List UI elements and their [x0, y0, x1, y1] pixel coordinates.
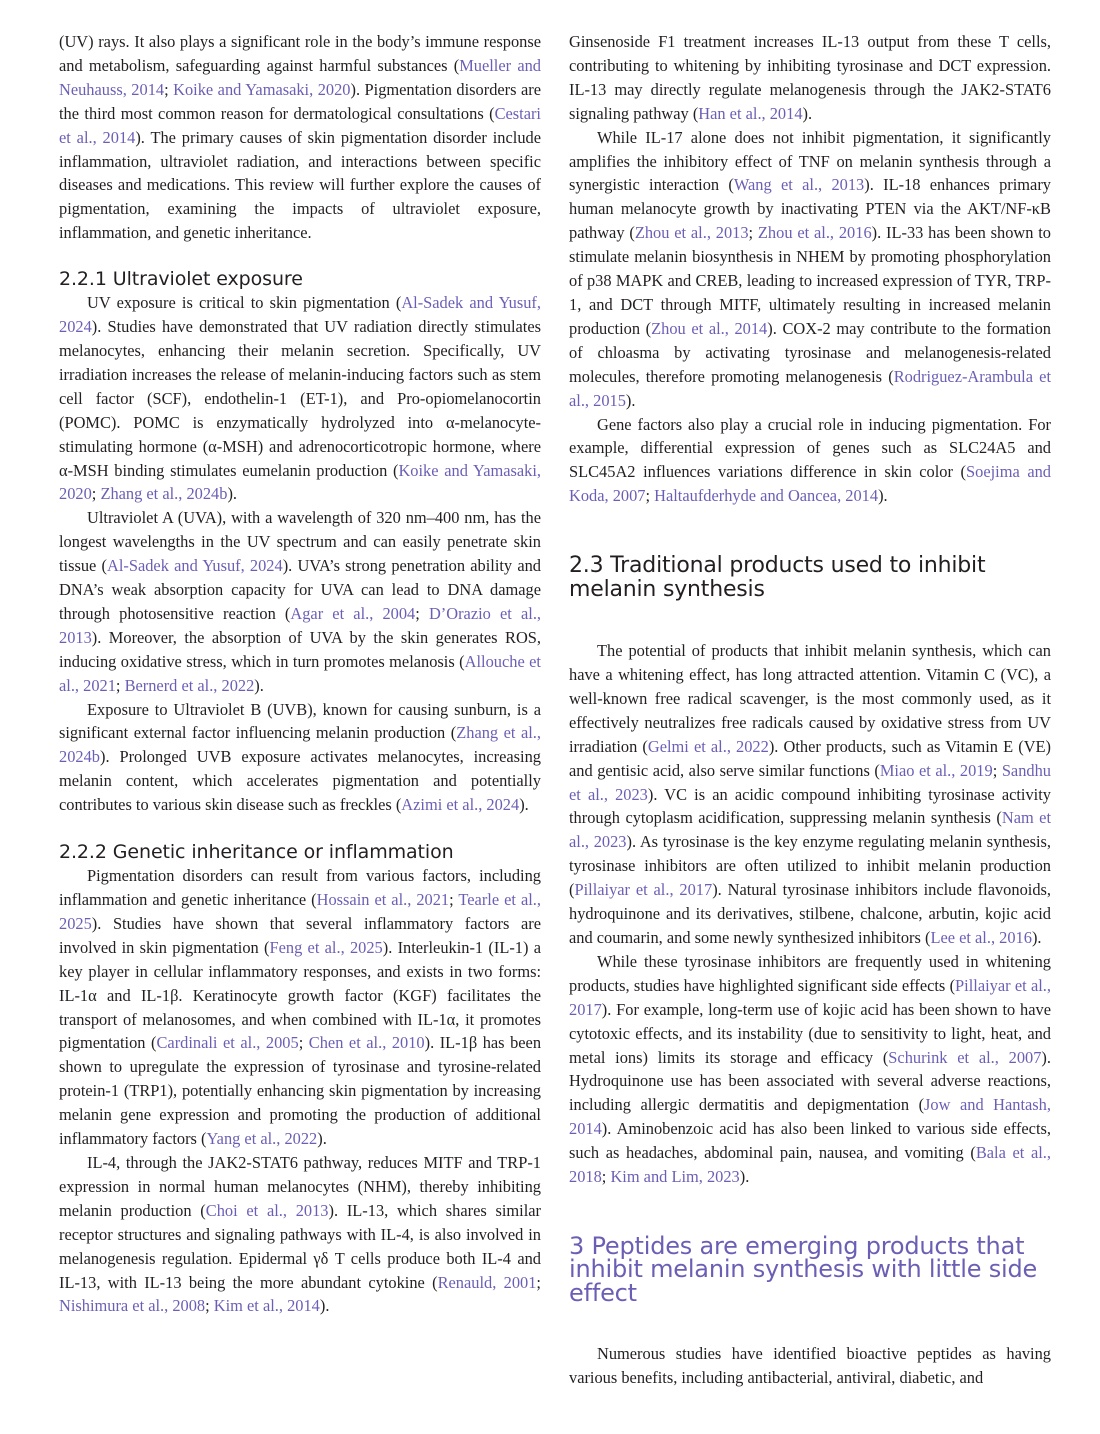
- paragraph-uva: Ultraviolet A (UVA), with a wavelength of 320 nm–400 nm, has the longest wavelengths in the UV spectrum and can easily penetrate skin tissue (Al-Sadek and Yusuf, 2024). UVA’s strong penetration ability and DNA’s weak absorption capacity for UVA can lead to DNA damage through photosensitive reaction (Agar et al., 2004; D’Orazio et al., 2013). Moreover, the absorption of UVA by the skin generates ROS, inducing oxidative stress, which in turn promotes melanosis (Allouche et al., 2021; Bernerd et al., 2022).: [59, 508, 542, 695]
- citation-link[interactable]: Han et al., 2014: [698, 103, 803, 123]
- citation-link[interactable]: Miao et al., 2019: [879, 760, 993, 780]
- citation-link[interactable]: Koike and Yamasaki, 2020: [173, 79, 351, 99]
- citation-link[interactable]: Azimi et al., 2024: [401, 795, 520, 815]
- paragraph-il17-il18-il33: While IL-17 alone does not inhibit pigmentation, it significantly amplifies the inhibitory effect of TNF on melanin synthesis through a synergistic interaction (Wang et al., 2013). IL-18 enhances primary human melanocyte growth by inactivating PTEN via the AKT/NF-κB pathway (Zhou et al., 2013; Zhou et al., 2016). IL-33 has been shown to stimulate melanin biosynthesis in NHEM by promoting phosphorylation of p38 MAPK and CREB, leading to increased expression of TYR, TRP-1, and DCT through MITF, ultimately resulting in increased melanin production (Zhou et al., 2014). COX-2 may contribute to the formation of chloasma by activating tyrosinase and melanogenesis-related molecules, therefore promoting melanogenesis (Rodriguez-Arambula et al., 2015).: [569, 127, 1051, 410]
- citation-link[interactable]: Zhang et al., 2024b: [59, 723, 542, 767]
- citation-link[interactable]: Pillaiyar et al., 2017: [574, 880, 713, 900]
- citation-link[interactable]: Schurink et al., 2007: [888, 1047, 1042, 1067]
- citation-link[interactable]: Haltaufderhyde and Oancea, 2014: [654, 486, 879, 506]
- citation-link[interactable]: Soejima and Koda, 2007: [569, 462, 1051, 506]
- citation-link[interactable]: Tearle et al., 2025: [59, 890, 541, 933]
- paragraph-intro-continued: (UV) rays. It also plays a significant role in the body’s immune response and metabolism, safeguarding against harmful substances (Mueller and Neuhauss, 2014; Koike and Yamasaki, 2020). Pigmentation disorders are the third most common reason for dermatological consultations (Cestari et al., 2014). The primary causes of skin pigmentation disorder include inflammation, ultraviolet radiation, and interactions between specific diseases and medications. This review will further explore the causes of pigmentation, examining the impacts of ultraviolet exposure, inflammation, and genetic inheritance.: [59, 32, 541, 243]
- paragraph-gene-factors: Gene factors also play a crucial role in inducing pigmentation. For example, differential expression of genes such as SLC24A5 and SLC45A2 influences variations difference in skin color (Soejima and Koda, 2007; Haltaufderhyde and Oancea, 2014).: [569, 414, 1051, 506]
- citation-link[interactable]: Bala et al., 2018: [569, 1143, 1051, 1187]
- citation-link[interactable]: Nam et al., 2023: [569, 808, 1052, 852]
- citation-link[interactable]: Mueller and Neuhauss, 2014: [59, 55, 541, 99]
- section-heading-2-2-2: 2.2.2 Genetic inheritance or inflammation: [59, 841, 454, 864]
- paragraph-peptides: Numerous studies have identified bioactive peptides as having various benefits, including antibacterial, antiviral, diabetic, and: [569, 1344, 1051, 1388]
- citation-link[interactable]: Wang et al., 2013: [733, 175, 865, 195]
- citation-link[interactable]: Lee et al., 2016: [930, 928, 1032, 947]
- section-heading-2-3: 2.3 Traditional products used to inhibit melanin synthesis: [569, 553, 986, 603]
- paragraph-il4-il13: IL-4, through the JAK2-STAT6 pathway, reduces MITF and TRP-1 expression in normal human melanocytes (NHM), thereby inhibiting melanin production (Choi et al., 2013). IL-13, which shares similar receptor structures and signaling pathways with IL-4, is also involved in melanogenesis regulation. Epidermal γδ T cells produce both IL-4 and IL-13, with IL-13 being the more abundant cytokine (Renauld, 2001; Nishimura et al., 2008; Kim et al., 2014).: [59, 1152, 542, 1316]
- citation-link[interactable]: Zhou et al., 2013: [634, 223, 749, 243]
- citation-link[interactable]: Choi et al., 2013: [205, 1200, 329, 1220]
- citation-link[interactable]: Yang et al., 2022: [206, 1129, 318, 1149]
- citation-link[interactable]: D’Orazio et al., 2013: [59, 603, 542, 647]
- citation-link[interactable]: Al-Sadek and Yusuf, 2024: [59, 293, 541, 337]
- section-heading-3: 3 Peptides are emerging products that inhibit melanin synthesis with little side effect: [569, 1231, 1038, 1307]
- citation-link[interactable]: Kim and Lim, 2023: [610, 1167, 740, 1187]
- paragraph-uvb: Exposure to Ultraviolet B (UVB), known for causing sunburn, is a significant external factor influencing melanin production (Zhang et al., 2024b). Prolonged UVB exposure activates melanocytes, increasing melanin content, which accelerates pigmentation and potentially contributes to various skin disease such as freckles (Azimi et al., 2024).: [59, 699, 542, 815]
- paragraph-ginsenoside: Ginsenoside F1 treatment increases IL-13 output from these T cells, contributing to whitening by inhibiting tyrosinase and DCT expression. IL-13 may directly regulate melanogenesis through the JAK2-STAT6 signaling pathway (Han et al., 2014).: [569, 32, 1051, 123]
- citation-link[interactable]: Renauld, 2001: [437, 1272, 537, 1292]
- citation-link[interactable]: Allouche et al., 2021: [59, 651, 541, 695]
- citation-link[interactable]: Pillaiyar et al., 2017: [569, 975, 1051, 1019]
- citation-link[interactable]: Zhou et al., 2016: [757, 223, 872, 243]
- right-column: [569, 30, 1051, 1390]
- section-heading-2-2-1: 2.2.1 Ultraviolet exposure: [59, 268, 303, 291]
- left-column: [59, 30, 541, 1318]
- citation-link[interactable]: Hossain et al., 2021: [316, 890, 450, 909]
- paragraph-traditional-products: The potential of products that inhibit melanin synthesis, which can have a whitening effect, has long attracted attention. Vitamin C (VC), a well-known free radical scavenger, is the most commonly used, as it effectively neutralizes free radicals caused by oxidative stress from UV irradiation (Gelmi et al., 2022). Other products, such as Vitamin E (VE) and gentisic acid, also serve similar functions (Miao et al., 2019; Sandhu et al., 2023). VC is an acidic compound inhibiting tyrosinase activity through cytoplasm acidification, suppressing melanin synthesis (Nam et al., 2023). As tyrosinase is the key enzyme regulating melanin synthesis, tyrosinase inhibitors are often utilized to inhibit melanin production (Pillaiyar et al., 2017). Natural tyrosinase inhibitors include flavonoids, hydroquinone and its derivatives, stilbene, chalcone, arbutin, kojic acid and coumarin, and some newly synthesized inhibitors (Lee et al., 2016).: [569, 641, 1052, 947]
- citation-link[interactable]: Rodriguez-Arambula et al., 2015: [569, 366, 1051, 410]
- citation-link[interactable]: Gelmi et al., 2022: [647, 736, 769, 756]
- citation-link[interactable]: Kim et al., 2014: [213, 1296, 320, 1316]
- paragraph-uv-exposure: UV exposure is critical to skin pigmentation (Al-Sadek and Yusuf, 2024). Studies have demonstrated that UV radiation directly stimulates melanocytes, enhancing their melanin secretion. Specifically, UV irradiation increases the release of melanin-inducing factors such as stem cell factor (SCF), endothelin-1 (ET-1), and Pro-opiomelanocortin (POMC). POMC is enzymatically hydrolyzed into α-melanocyte-stimulating hormone (α-MSH) and adrenocorticotropic hormone, where α-MSH binding stimulates eumelanin production (Koike and Yamasaki, 2020; Zhang et al., 2024b).: [59, 293, 541, 504]
- citation-link[interactable]: Sandhu et al., 2023: [569, 760, 1051, 804]
- citation-link[interactable]: Al-Sadek and Yusuf, 2024: [107, 556, 283, 576]
- citation-link[interactable]: Agar et al., 2004: [290, 603, 416, 623]
- citation-link[interactable]: Zhang et al., 2024b: [100, 484, 228, 504]
- citation-link[interactable]: Bernerd et al., 2022: [124, 675, 255, 695]
- citation-link[interactable]: Feng et al., 2025: [269, 937, 383, 957]
- citation-link[interactable]: Koike and Yamasaki, 2020: [59, 460, 541, 504]
- paragraph-side-effects: While these tyrosinase inhibitors are frequently used in whitening products, studies have highlighted significant side effects (Pillaiyar et al., 2017). For example, long-term use of kojic acid has been shown to have cytotoxic effects, and its instability (due to sensitivity to light, heat, and metal ions) limits its storage and efficacy (Schurink et al., 2007). Hydroquinone use has been associated with several adverse reactions, including allergic dermatitis and depigmentation (Jow and Hantash, 2014). Aminobenzoic acid has also been linked to various side effects, such as headaches, abdominal pain, nausea, and vomiting (Bala et al., 2018; Kim and Lim, 2023).: [569, 951, 1051, 1187]
- citation-link[interactable]: Cardinali et al., 2005: [156, 1033, 299, 1053]
- citation-link[interactable]: Nishimura et al., 2008: [59, 1296, 206, 1316]
- paragraph-inflammation: Pigmentation disorders can result from various factors, including inflammation and genetic inheritance (Hossain et al., 2021; Tearle et al., 2025). Studies have shown that several inflammatory factors are involved in skin pigmentation (Feng et al., 2025). Interleukin-1 (IL-1) a key player in cellular inflammatory responses, and exists in two forms: IL-1α and IL-1β. Keratinocyte growth factor (KGF) facilitates the transport of melanosomes, and when combined with IL-1α, it promotes pigmentation (Cardinali et al., 2005; Chen et al., 2010). IL-1β has been shown to upregulate the expression of tyrosinase and tyrosine-related protein-1 (TRP1), potentially enhancing skin pigmentation by increasing melanin gene expression and promoting the production of additional inflammatory factors (Yang et al., 2022).: [59, 866, 542, 1149]
- citation-link[interactable]: Cestari et al., 2014: [59, 103, 541, 147]
- citation-link[interactable]: Zhou et al., 2014: [651, 318, 768, 338]
- citation-link[interactable]: Jow and Hantash, 2014: [569, 1095, 1051, 1139]
- citation-link[interactable]: Chen et al., 2010: [308, 1033, 425, 1053]
